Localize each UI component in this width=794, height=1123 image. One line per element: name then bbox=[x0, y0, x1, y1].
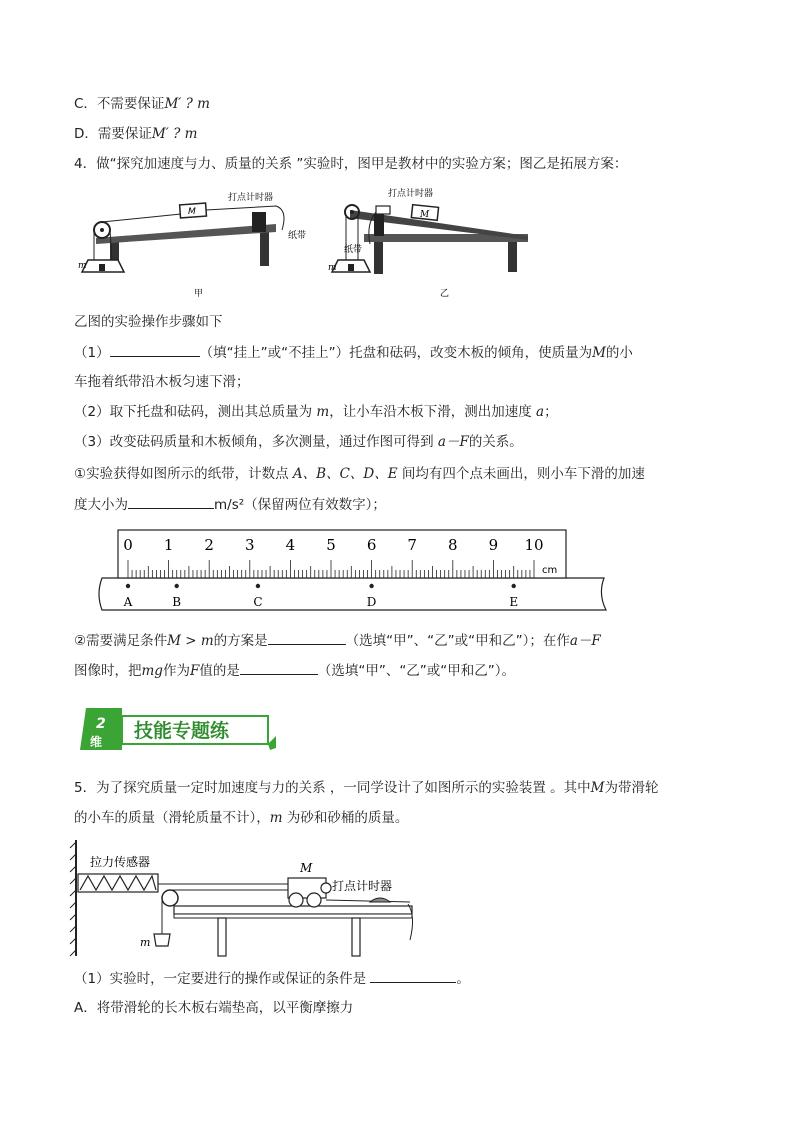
step2-a: （2）取下托盘和砝码，测出其总质量为 bbox=[74, 404, 317, 420]
banner-title: 技能专题练 bbox=[134, 720, 230, 742]
ruler-tick-label: 6 bbox=[366, 536, 377, 554]
ruler-tick-label: 5 bbox=[326, 536, 336, 554]
q51-b: 。 bbox=[456, 971, 470, 987]
jia-mass-label: M bbox=[188, 207, 196, 217]
ruler-unit: cm bbox=[542, 565, 558, 576]
jia-timer-label: 打点计时器 bbox=[228, 193, 274, 203]
q42c-d: （选填“甲”、“乙”或“甲和乙”）。 bbox=[317, 663, 516, 679]
q42-var: a－F bbox=[569, 633, 601, 649]
ruler-tick-label: 4 bbox=[285, 536, 296, 554]
ruler-tick-label: 10 bbox=[524, 536, 544, 554]
tape-point-d bbox=[369, 584, 373, 588]
q41-blank[interactable] bbox=[128, 494, 214, 509]
figure-jia bbox=[76, 186, 307, 301]
q42-blank-1[interactable] bbox=[268, 630, 346, 645]
q4-part-2-cont bbox=[74, 660, 515, 681]
tape-point-a bbox=[126, 584, 130, 588]
q41-points: A、B、C、D、E bbox=[292, 466, 398, 482]
q41c-unit: m/s² bbox=[214, 497, 245, 513]
tape-point-label: D bbox=[366, 595, 377, 609]
fig5-mass-label: M bbox=[300, 861, 313, 875]
option-c-math: M′ ? m bbox=[164, 96, 210, 112]
fig5-weight-label: m bbox=[140, 936, 151, 949]
step-3 bbox=[74, 432, 523, 452]
q42c-var2: F bbox=[189, 663, 200, 679]
yi-mass-label: M bbox=[420, 210, 430, 220]
jia-weight-label: m bbox=[78, 261, 87, 271]
step2-var2: a bbox=[536, 404, 545, 420]
q42-c: （选填“甲”、“乙”或“甲和乙”）；在作 bbox=[345, 633, 570, 649]
tape-point-label: C bbox=[253, 595, 263, 609]
q5c-a: 的小车的质量（滑轮质量不计）， bbox=[74, 810, 270, 826]
tape-point-e bbox=[512, 584, 516, 588]
figure-5 bbox=[70, 836, 420, 960]
tape-point-label: A bbox=[123, 595, 133, 609]
tape-point-label: B bbox=[172, 595, 182, 609]
section-banner bbox=[80, 706, 280, 752]
q51-a: （1）实验时，一定要进行的操作或保证的条件是 bbox=[74, 971, 371, 987]
q42c-a: 图像时，把 bbox=[74, 663, 142, 679]
step1-text: （填“挂上”或“不挂上”）托盘和砝码，改变木板的倾角，使质量为 bbox=[199, 345, 593, 361]
yi-weight-label: m bbox=[328, 263, 337, 273]
tape-point-b bbox=[175, 584, 179, 588]
q42-a: ②需要满足条件 bbox=[74, 633, 168, 649]
ruler-tick-label: 1 bbox=[163, 536, 174, 554]
step-2 bbox=[74, 402, 558, 422]
tape-point-label: E bbox=[509, 595, 519, 609]
ruler-tick-label: 7 bbox=[407, 536, 417, 554]
ruler-tick-label: 8 bbox=[448, 536, 458, 554]
step3-a: （3）改变砝码质量和木板倾角，多次测量，通过作图可得到 bbox=[74, 434, 438, 450]
ruler-figure bbox=[96, 528, 608, 614]
jia-tape-label: 纸带 bbox=[288, 231, 307, 241]
step-1-cont: 车拖着纸带沿木板匀速下滑； bbox=[74, 374, 250, 390]
banner-badge-bottom: 维 bbox=[90, 735, 103, 749]
q4-part-1-cont bbox=[74, 494, 386, 515]
ruler-tick-label: 9 bbox=[488, 536, 499, 554]
option-c bbox=[74, 94, 210, 114]
fig5-timer-label: 打点计时器 bbox=[332, 879, 393, 893]
step1-end: 的小 bbox=[605, 345, 633, 361]
q42c-b: 作为 bbox=[162, 663, 190, 679]
jia-caption: 甲 bbox=[194, 289, 204, 299]
q5-part-1 bbox=[74, 968, 470, 989]
q42c-c: 值的是 bbox=[199, 663, 240, 679]
q5-option-a: A．将带滑轮的长木板右端垫高，以平衡摩擦力 bbox=[74, 1000, 354, 1016]
step1-blank[interactable] bbox=[110, 342, 200, 357]
q4-part-2 bbox=[74, 630, 601, 651]
tape-point-c bbox=[256, 584, 260, 588]
q51-blank[interactable] bbox=[370, 968, 456, 983]
q41-b: 间均有四个点未画出，则小车下滑的加速 bbox=[397, 466, 645, 482]
q5c-var: m bbox=[269, 810, 283, 826]
sensor-label: 拉力传感器 bbox=[90, 855, 151, 869]
banner-badge-top: 2 bbox=[96, 716, 106, 732]
ruler-tick-label: 0 bbox=[123, 536, 133, 554]
option-d bbox=[74, 124, 197, 144]
ruler-tick-label: 3 bbox=[245, 536, 255, 554]
step1-var: M bbox=[592, 345, 606, 361]
option-d-math: M′ ? m bbox=[151, 126, 198, 142]
q5-a: 5．为了探究质量一定时加速度与力的关系 ，一同学设计了如图所示的实验装置 。其中 bbox=[74, 780, 591, 796]
q42-blank-2[interactable] bbox=[240, 660, 318, 675]
ruler-tick-label: 2 bbox=[204, 536, 214, 554]
option-c-text: C．不需要保证 bbox=[74, 96, 165, 112]
q4-part-1 bbox=[74, 464, 645, 484]
option-d-text: D．需要保证 bbox=[74, 126, 152, 142]
q4-steps-title: 乙图的实验操作步骤如下 bbox=[74, 314, 223, 330]
q41-a: ①实验获得如图所示的纸带，计数点 bbox=[74, 466, 293, 482]
q42-cond: M > m bbox=[167, 633, 214, 649]
q5-var: M bbox=[590, 780, 605, 796]
question-5 bbox=[74, 778, 659, 798]
q42c-var: mg bbox=[141, 663, 163, 679]
yi-caption: 乙 bbox=[440, 289, 450, 299]
step2-var1: m bbox=[316, 404, 330, 420]
q5-b: 为带滑轮 bbox=[604, 780, 659, 796]
step1-prefix: （1） bbox=[74, 345, 110, 361]
step2-c: ； bbox=[544, 404, 558, 420]
step-1 bbox=[74, 342, 633, 363]
step3-b: 的关系。 bbox=[468, 434, 523, 450]
question-4: 4．做“探究加速度与力、质量的关系 ”实验时，图甲是教材中的实验方案；图乙是拓展方案： bbox=[74, 156, 628, 172]
q5c-b: 为砂和砂桶的质量。 bbox=[282, 810, 409, 826]
yi-tape-label: 纸带 bbox=[344, 245, 363, 255]
yi-timer-label: 打点计时器 bbox=[388, 189, 434, 199]
q42-b: 的方案是 bbox=[213, 633, 268, 649]
step3-var: a－F bbox=[437, 434, 469, 450]
q41c-a: 度大小为 bbox=[74, 497, 128, 513]
step2-b: ，让小车沿木板下滑，测出加速度 bbox=[329, 404, 536, 420]
q41c-b: （保留两位有效数字）； bbox=[244, 497, 386, 513]
question-5-cont bbox=[74, 808, 408, 828]
figure-yi bbox=[328, 184, 538, 299]
